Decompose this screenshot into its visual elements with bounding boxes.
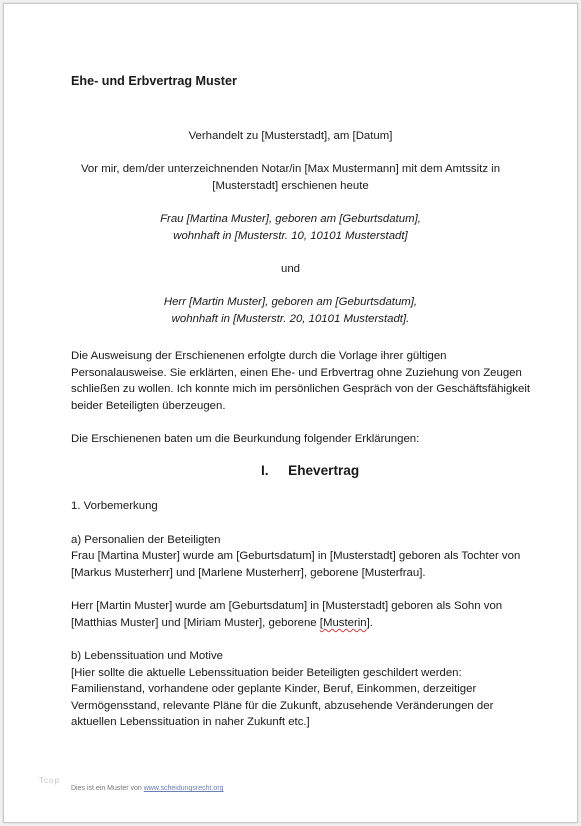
lebenssituation-line-1: [Hier sollte die aktuelle Lebenssituation beider Beteiligten geschildert werden: [71,667,462,679]
lebenssituation-line-2: Familienstand, vorhandene oder geplante Kinder, Beruf, Einkommen, derzeitiger [71,683,477,695]
lebenssituation-heading: b) Lebenssituation und Motive [71,650,223,662]
section-number: I. [261,463,269,478]
identification-line-1: Die Ausweisung der Erschienenen erfolgte durch die Vorlage ihrer gültigen [71,350,447,362]
party2-line-1: Herr [Martin Muster], geboren am [Geburtsdatum], [163,296,418,308]
lebenssituation-line-4: aktuellen Lebenssituation in naher Zukunft etc.] [71,716,310,728]
subsection-heading: 1. Vorbemerkung [71,500,158,512]
preamble-line-3: [Musterstadt] erschienen heute [212,180,369,192]
section-heading [261,463,359,480]
personalien-line-4 [71,615,373,632]
und-text: und [280,263,300,275]
faint-watermark: Tcop [39,776,60,785]
personalien-heading: a) Personalien der Beteiligten [71,534,221,546]
personalien-line-1: Frau [Martina Muster] wurde am [Geburtsdatum] in [Musterstadt] geboren als Tochter von [71,550,521,562]
party2-line-2: wohnhaft in [Musterstr. 20, 10101 Musterstadt]. [171,313,410,325]
document-page [3,3,578,823]
spellcheck-marked-word: [Musterin [319,617,367,629]
preamble-line-2: Vor mir, dem/der unterzeichnenden Notar/in [Max Mustermann] mit dem Amtssitz in [80,163,501,175]
personalien-line-2: [Markus Musterherr] und [Marlene Musterherr], geborene [Musterfrau]. [71,567,426,579]
identification-line-3: schließen zu wollen. Ich konnte mich im persönlichen Gespräch von der Geschäftsfähigkeit [71,383,531,395]
lebenssituation-line-3: Vermögensstand, relevante Pläne für die Zukunft, abzusehende Veränderungen der [71,700,494,712]
preamble-line-1: Verhandelt zu [Musterstadt], am [Datum] [188,130,393,142]
footer-text: Dies ist ein Muster von [71,785,144,792]
identification-line-4: beider Beteiligten überzeugen. [71,400,226,412]
page-footer [71,785,224,792]
identification-line-2: Personalausweise. Sie erklärten, einen Ehe- und Erbvertrag ohne Zuziehung von Zeugen [71,367,522,379]
footer-link[interactable]: www.scheidungsrecht.org [143,785,224,792]
section-title: Ehevertrag [288,463,360,478]
personalien-line-4-text: [Matthias Muster] und [Miriam Muster], geborene [71,617,320,629]
document-title: Ehe- und Erbvertrag Muster [71,74,237,88]
personalien-line-4-end: ]. [366,617,373,629]
request-text: Die Erschienenen baten um die Beurkundung folgender Erklärungen: [71,433,420,445]
party1-line-1: Frau [Martina Muster], geboren am [Geburtsdatum], [160,213,421,225]
party1-line-2: wohnhaft in [Musterstr. 10, 10101 Musterstadt] [173,230,408,242]
personalien-line-3: Herr [Martin Muster] wurde am [Geburtsdatum] in [Musterstadt] geboren als Sohn von [71,600,503,612]
